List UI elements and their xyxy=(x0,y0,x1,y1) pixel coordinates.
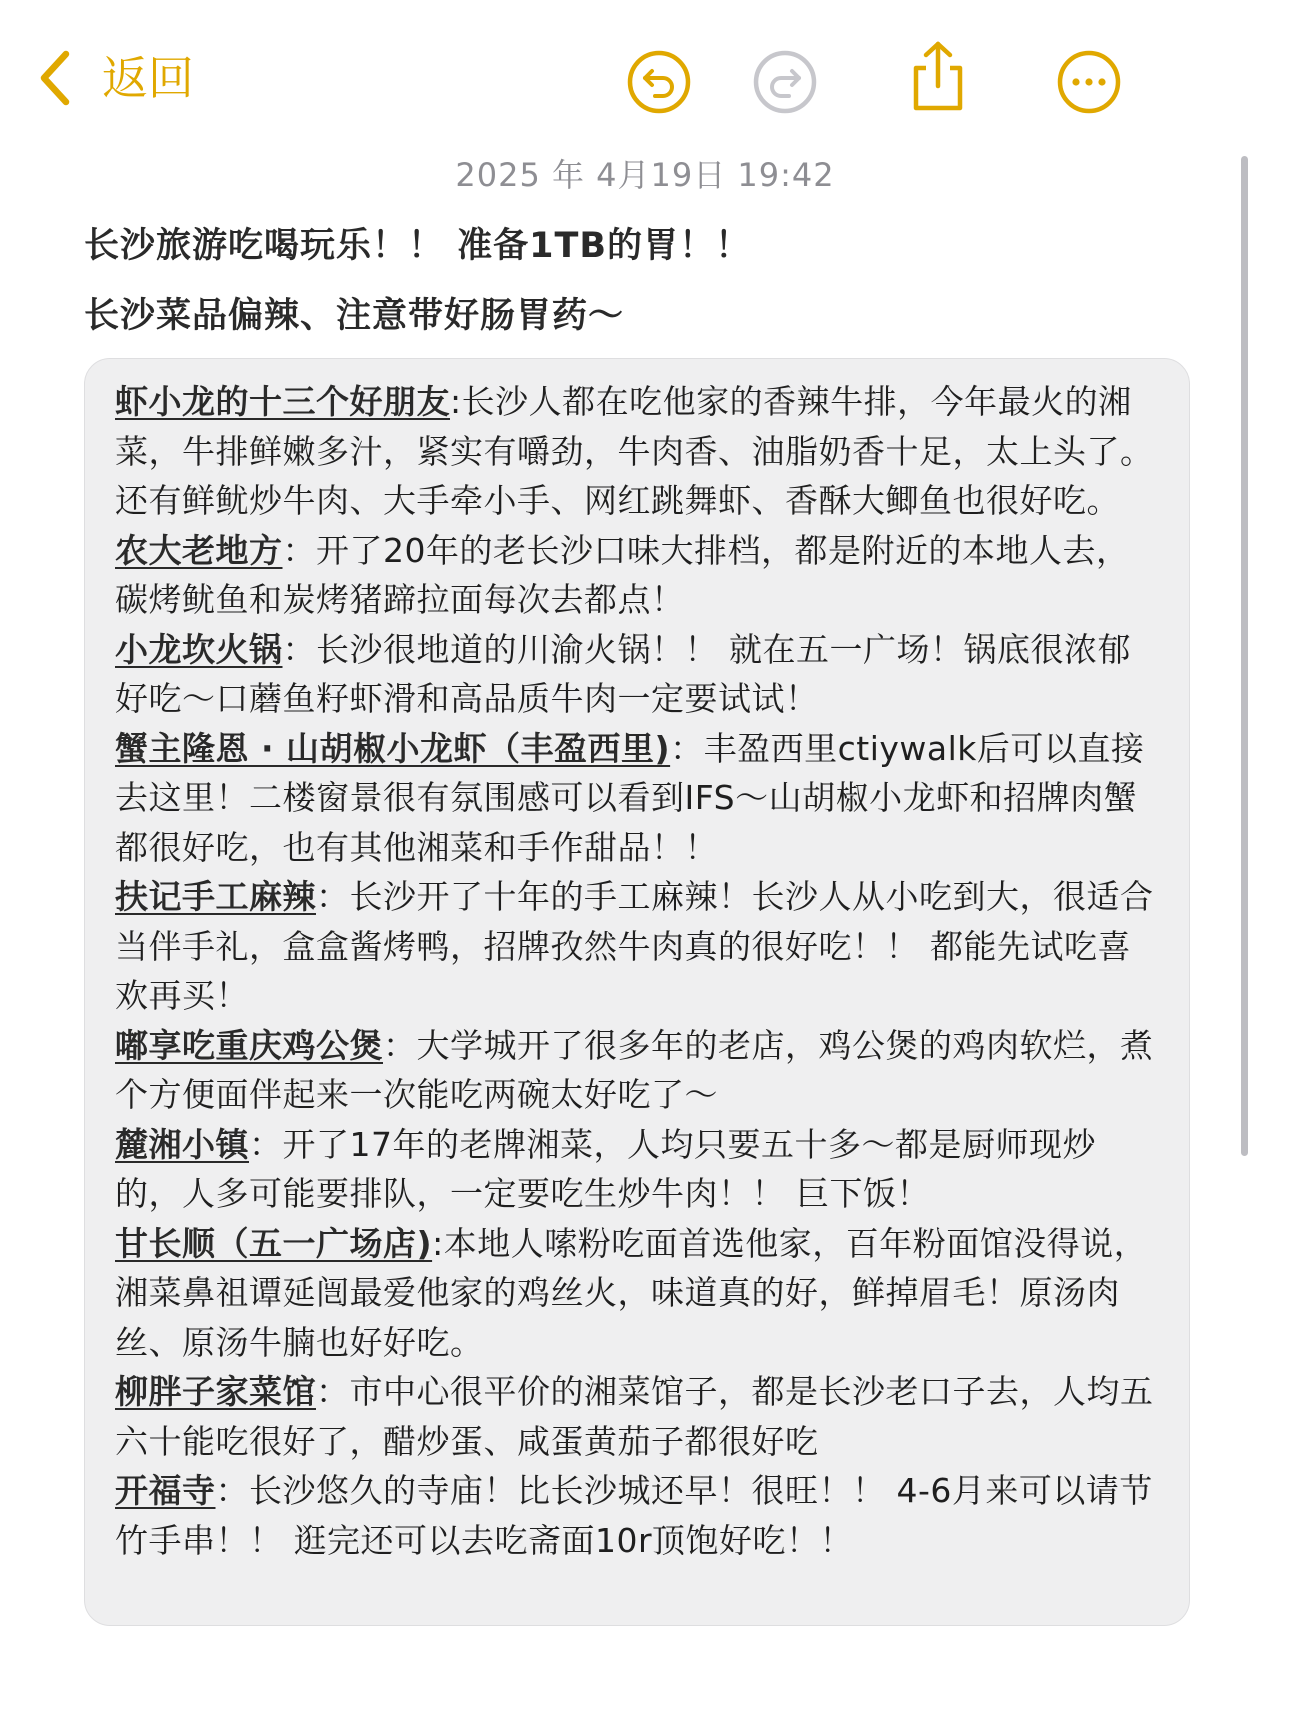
back-button[interactable] xyxy=(38,48,194,108)
restaurant-description: ：长沙很地道的川渝火锅！！ 就在五一广场！锅底很浓郁好吃～口蘑鱼籽虾滑和高品质牛肉一定要试试！ xyxy=(115,629,1131,718)
list-item xyxy=(115,1466,1159,1565)
list-item xyxy=(115,1120,1159,1219)
list-item xyxy=(115,724,1159,873)
list-item xyxy=(115,526,1159,625)
redo-icon xyxy=(752,49,818,115)
list-item xyxy=(115,625,1159,724)
list-item xyxy=(115,1021,1159,1120)
restaurant-description: ：市中心很平价的湘菜馆子，都是长沙老口子去，人均五六十能吃很好了，醋炒蛋、咸蛋黄茄子都很好吃 xyxy=(115,1372,1154,1461)
restaurant-name[interactable]: 小龙坎火锅 xyxy=(115,629,283,669)
list-item xyxy=(115,1219,1159,1368)
restaurant-name[interactable]: 开福寺 xyxy=(115,1471,216,1510)
undo-button[interactable] xyxy=(626,49,692,115)
share-icon xyxy=(905,40,971,112)
note-subtitle[interactable]: 长沙菜品偏辣、注意带好肠胃药～ xyxy=(84,296,625,336)
back-label: 返回 xyxy=(102,51,194,105)
restaurant-name[interactable]: 甘长顺（五一广场店) xyxy=(115,1223,433,1263)
undo-icon xyxy=(626,49,692,115)
list-item xyxy=(115,377,1159,526)
restaurant-name[interactable]: 麓湘小镇 xyxy=(115,1124,249,1164)
more-icon xyxy=(1056,49,1122,115)
restaurant-description: ：开了17年的老牌湘菜，人均只要五十多～都是厨师现炒的，人多可能要排队，一定要吃生炒牛肉！！ 巨下饭！ xyxy=(115,1124,1096,1213)
restaurant-description: ：长沙悠久的寺庙！比长沙城还早！很旺！！ 4-6月来可以请节竹手串！！ 逛完还可以去吃斋面10r顶饱好吃！！ xyxy=(115,1471,1153,1560)
scrollbar[interactable] xyxy=(1241,156,1248,1156)
note-title[interactable]: 长沙旅游吃喝玩乐！！ 准备1TB的胃！！ xyxy=(84,226,752,266)
note-timestamp: 2025 年 4月19日 19:42 xyxy=(455,156,835,194)
list-item xyxy=(115,872,1159,1021)
list-item xyxy=(115,1367,1159,1466)
restaurant-name[interactable]: 嘟享吃重庆鸡公煲 xyxy=(115,1025,383,1065)
restaurant-name[interactable]: 蟹主隆恩 · 山胡椒小龙虾（丰盈西里) xyxy=(115,728,671,768)
restaurant-name[interactable]: 柳胖子家菜馆 xyxy=(115,1372,316,1411)
chevron-left-icon xyxy=(38,50,72,106)
redo-button[interactable] xyxy=(752,49,818,115)
restaurant-description: :长沙人都在吃他家的香辣牛排，今年最火的湘菜，牛排鲜嫩多汁，紧实有嚼劲，牛肉香、油脂奶香十足，太上头了。还有鲜鱿炒牛肉、大手牵小手、网红跳舞虾、香酥大鲫鱼也很好吃。 xyxy=(115,382,1154,520)
restaurant-name[interactable]: 扶记手工麻辣 xyxy=(115,877,316,916)
navigation-bar xyxy=(0,0,1290,160)
restaurant-name[interactable]: 虾小龙的十三个好朋友 xyxy=(115,382,450,421)
restaurant-description: :本地人嗦粉吃面首选他家，百年粉面馆没得说，湘菜鼻祖谭延闿最爱他家的鸡丝火，味道真的好，鲜掉眉毛！原汤肉丝、原汤牛腩也好好吃。 xyxy=(115,1223,1148,1362)
restaurant-list-block[interactable] xyxy=(84,358,1190,1626)
restaurant-description: ：丰盈西里ctiywalk后可以直接去这里！二楼窗景很有氛围感可以看到IFS～山胡椒小龙虾和招牌肉蟹都很好吃，也有其他湘菜和手作甜品！！ xyxy=(115,728,1145,867)
restaurant-name[interactable]: 农大老地方 xyxy=(115,530,283,570)
restaurant-description: ：大学城开了很多年的老店，鸡公煲的鸡肉软烂，煮个方便面伴起来一次能吃两碗太好吃了～ xyxy=(115,1025,1154,1114)
restaurant-description: ：开了20年的老长沙口味大排档，都是附近的本地人去，碳烤鱿鱼和炭烤猪蹄拉面每次去都点！ xyxy=(115,530,1130,619)
more-button[interactable] xyxy=(1056,49,1122,115)
restaurant-description: ：长沙开了十年的手工麻辣！长沙人从小吃到大，很适合当伴手礼，盒盒酱烤鸭，招牌孜然牛肉真的很好吃！！ 都能先试吃喜欢再买！ xyxy=(115,877,1154,1015)
share-button[interactable] xyxy=(905,40,971,112)
